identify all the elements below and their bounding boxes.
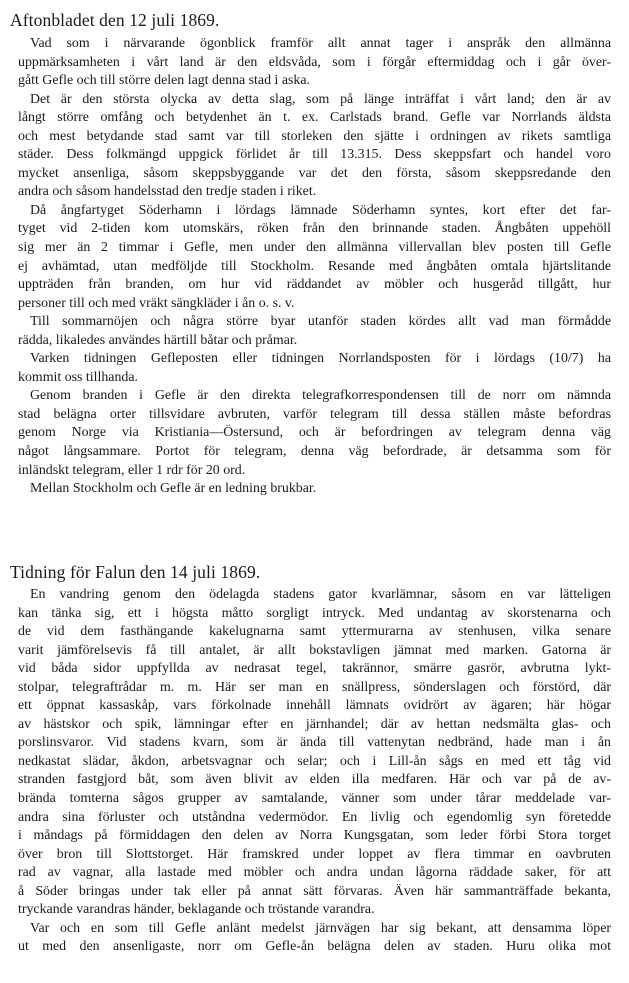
article-body-tidning-for-falun <box>18 586 611 957</box>
text-line: av hästskor och spik, lämningar efter en järnhandel; där av hettan nedsmälta glas- och <box>18 716 611 732</box>
text-line: i måndags på förmiddagen den delen av Norra Kungsgatan, som leder förbi Stora torget <box>18 828 611 844</box>
text-line: sig mer än 2 timmar i Gefle, men under den allmänna villervallan blev posten till Gefle <box>18 240 611 256</box>
text-line: och mest betydande stad samt var till storleken den sjätte i ordningen av rikets samtliga <box>18 128 611 144</box>
text-line: å Söder bringas under tak eller på annat sätt förvaras. Även här sammanträffade bekanta, <box>18 883 611 899</box>
text-line: något långsammare. Portot för telegram, denna väg befordrade, är detsamma som för <box>18 444 611 460</box>
article-body-aftonbladet <box>18 35 611 499</box>
text-line: ett öppnat kassaskåp, vars förkolnade innehåll lämnats ovidrört av ägaren; här högar <box>18 698 611 714</box>
section-heading-tidning-for-falun: Tidning för Falun den 14 juli 1869. <box>10 562 261 582</box>
text-line: ej avhämtad, utan medföljde till Stockholm. Resande med ångbåten omtala hjärtslitande <box>18 258 611 274</box>
text-line: rad av vagnar, alla lastade med möbler och andra undan lågorna räddade saker, för att <box>18 865 611 881</box>
text-line: Mellan Stockholm och Gefle är en ledning brukbar. <box>30 481 317 497</box>
text-line: tyget vid 2-tiden kom utomskärs, röken från den brinnande staden. Ångbåten uppehöll <box>18 221 611 237</box>
text-line: uppmärksamheten i vårt land är den eldsvåda, som i förgår eftermiddag och i går över- <box>18 54 611 70</box>
text-line: rädda, likaledes användes härtill båtar och pråmar. <box>18 332 298 348</box>
section-heading-aftonbladet: Aftonbladet den 12 juli 1869. <box>10 10 220 30</box>
text-line: Var och en som till Gefle anlänt medelst järnvägen har sig bekant, att densamma löper <box>30 920 611 936</box>
text-line: stranden fastgjord båt, som även blivit av elden illa medfaren. Här och var på de av- <box>18 772 611 788</box>
text-line: Det är den största olycka av detta slag, som på länge inträffat i vårt land; den är av <box>30 91 611 107</box>
text-line: ut med den ansenligaste, norr om Gefle-ån belägna delen av staden. Huru olika mot <box>18 939 611 955</box>
text-line: kommit oss tillhanda. <box>18 369 138 385</box>
text-line: brända tomterna sågos grupper av samtalande, vänner som under tårar meddelade var- <box>18 791 611 807</box>
text-line: inländskt telegram, eller 1 rdr för 20 ord. <box>18 462 246 478</box>
text-line: stad belägna orter tillsvidare avbruten, varför telegram till dessa ställen måste befordras <box>18 406 611 422</box>
text-line: En vandring genom den ödelagda stadens gator kvarlämnar, såsom en var lätteligen <box>30 587 611 602</box>
text-line: stolpar, telegraftrådar m. m. Här ser man en snällpress, sönderslagen och förstörd, där <box>18 679 611 695</box>
text-line: långt större omfång och betydenhet än t. ex. Carlstads brand. Gefle var Norrlands äldsta <box>18 110 611 126</box>
text-line: kan tänka sig, ett i högsta måtto sorgligt intryck. Med undantag av skorstenarna och <box>18 605 611 621</box>
text-line: de vid dem fasthängande kakelugnarna samt yttermurarna av stenhusen, vilka senare <box>18 624 611 640</box>
text-line: Till sommarnöjen och några större byar utanför staden kördes allt vad man förmådde <box>30 314 611 330</box>
text-line: städer. Dess folkmängd uppgick förlidet år till 13.315. Dess skeppsfart och handel voro <box>18 147 611 163</box>
text-line: Varken tidningen Gefleposten eller tidningen Norrlandsposten för i lördags (10/7) ha <box>30 351 611 367</box>
text-line: personer till och med vräkt sängkläder i ån o. s. v. <box>18 295 295 311</box>
text-line: mycket ansenliga, såsom skeppsbyggande var det den första, såsom skeppsredande den <box>18 165 611 181</box>
text-line: andra och såsom handelsstad den tredje staden i riket. <box>18 184 317 200</box>
text-line: nedkastat slädar, åkdon, arbetsvagnar och selar; och i Lill-ån sågs en med ett tåg vid <box>18 753 611 769</box>
text-line: andra sina förluster och utståndna vedermödor. En livlig och egendomlig syn företedde <box>18 809 611 825</box>
text-line: genom Norge via Kristiania—Östersund, och är befordringen av telegram denna väg <box>18 425 611 441</box>
text-line: tryckande varandras händer, beklagande och tröstande varandra. <box>18 902 375 918</box>
text-line: gått Gefle och till större delen lagt denna stad i aska. <box>18 73 310 89</box>
text-line: över bron till Slottstorget. Här framskred under loppet av flera timmar en oavbruten <box>18 846 611 862</box>
text-line: porslinsvaror. Vid stadens kvarn, som är ända till vattenytan nedbränd, hade man i ån <box>18 735 611 751</box>
text-line: uppträden från branden, om hur vid räddandet av möbler och husgeråd tillgått, hur <box>18 277 611 293</box>
text-line: Vad som i närvarande ögonblick framför allt annat tager i anspråk den allmänna <box>30 36 611 51</box>
text-line: Genom branden i Gefle är den direkta telegrafkorrespondensen till de norr om nämnda <box>30 388 611 404</box>
text-line: varit jämförelsevis få till antalet, är allt bokstavligen jämnat med marken. Gatorna är <box>18 642 611 658</box>
text-line: vid båda sidor uppfyllda av nedrasat tegel, takrännor, smärre gasrör, avbrutna lykt- <box>18 661 611 677</box>
text-line: Då ångfartyget Söderhamn i lördags lämnade Söderhamn syntes, kort efter det far- <box>30 202 611 218</box>
